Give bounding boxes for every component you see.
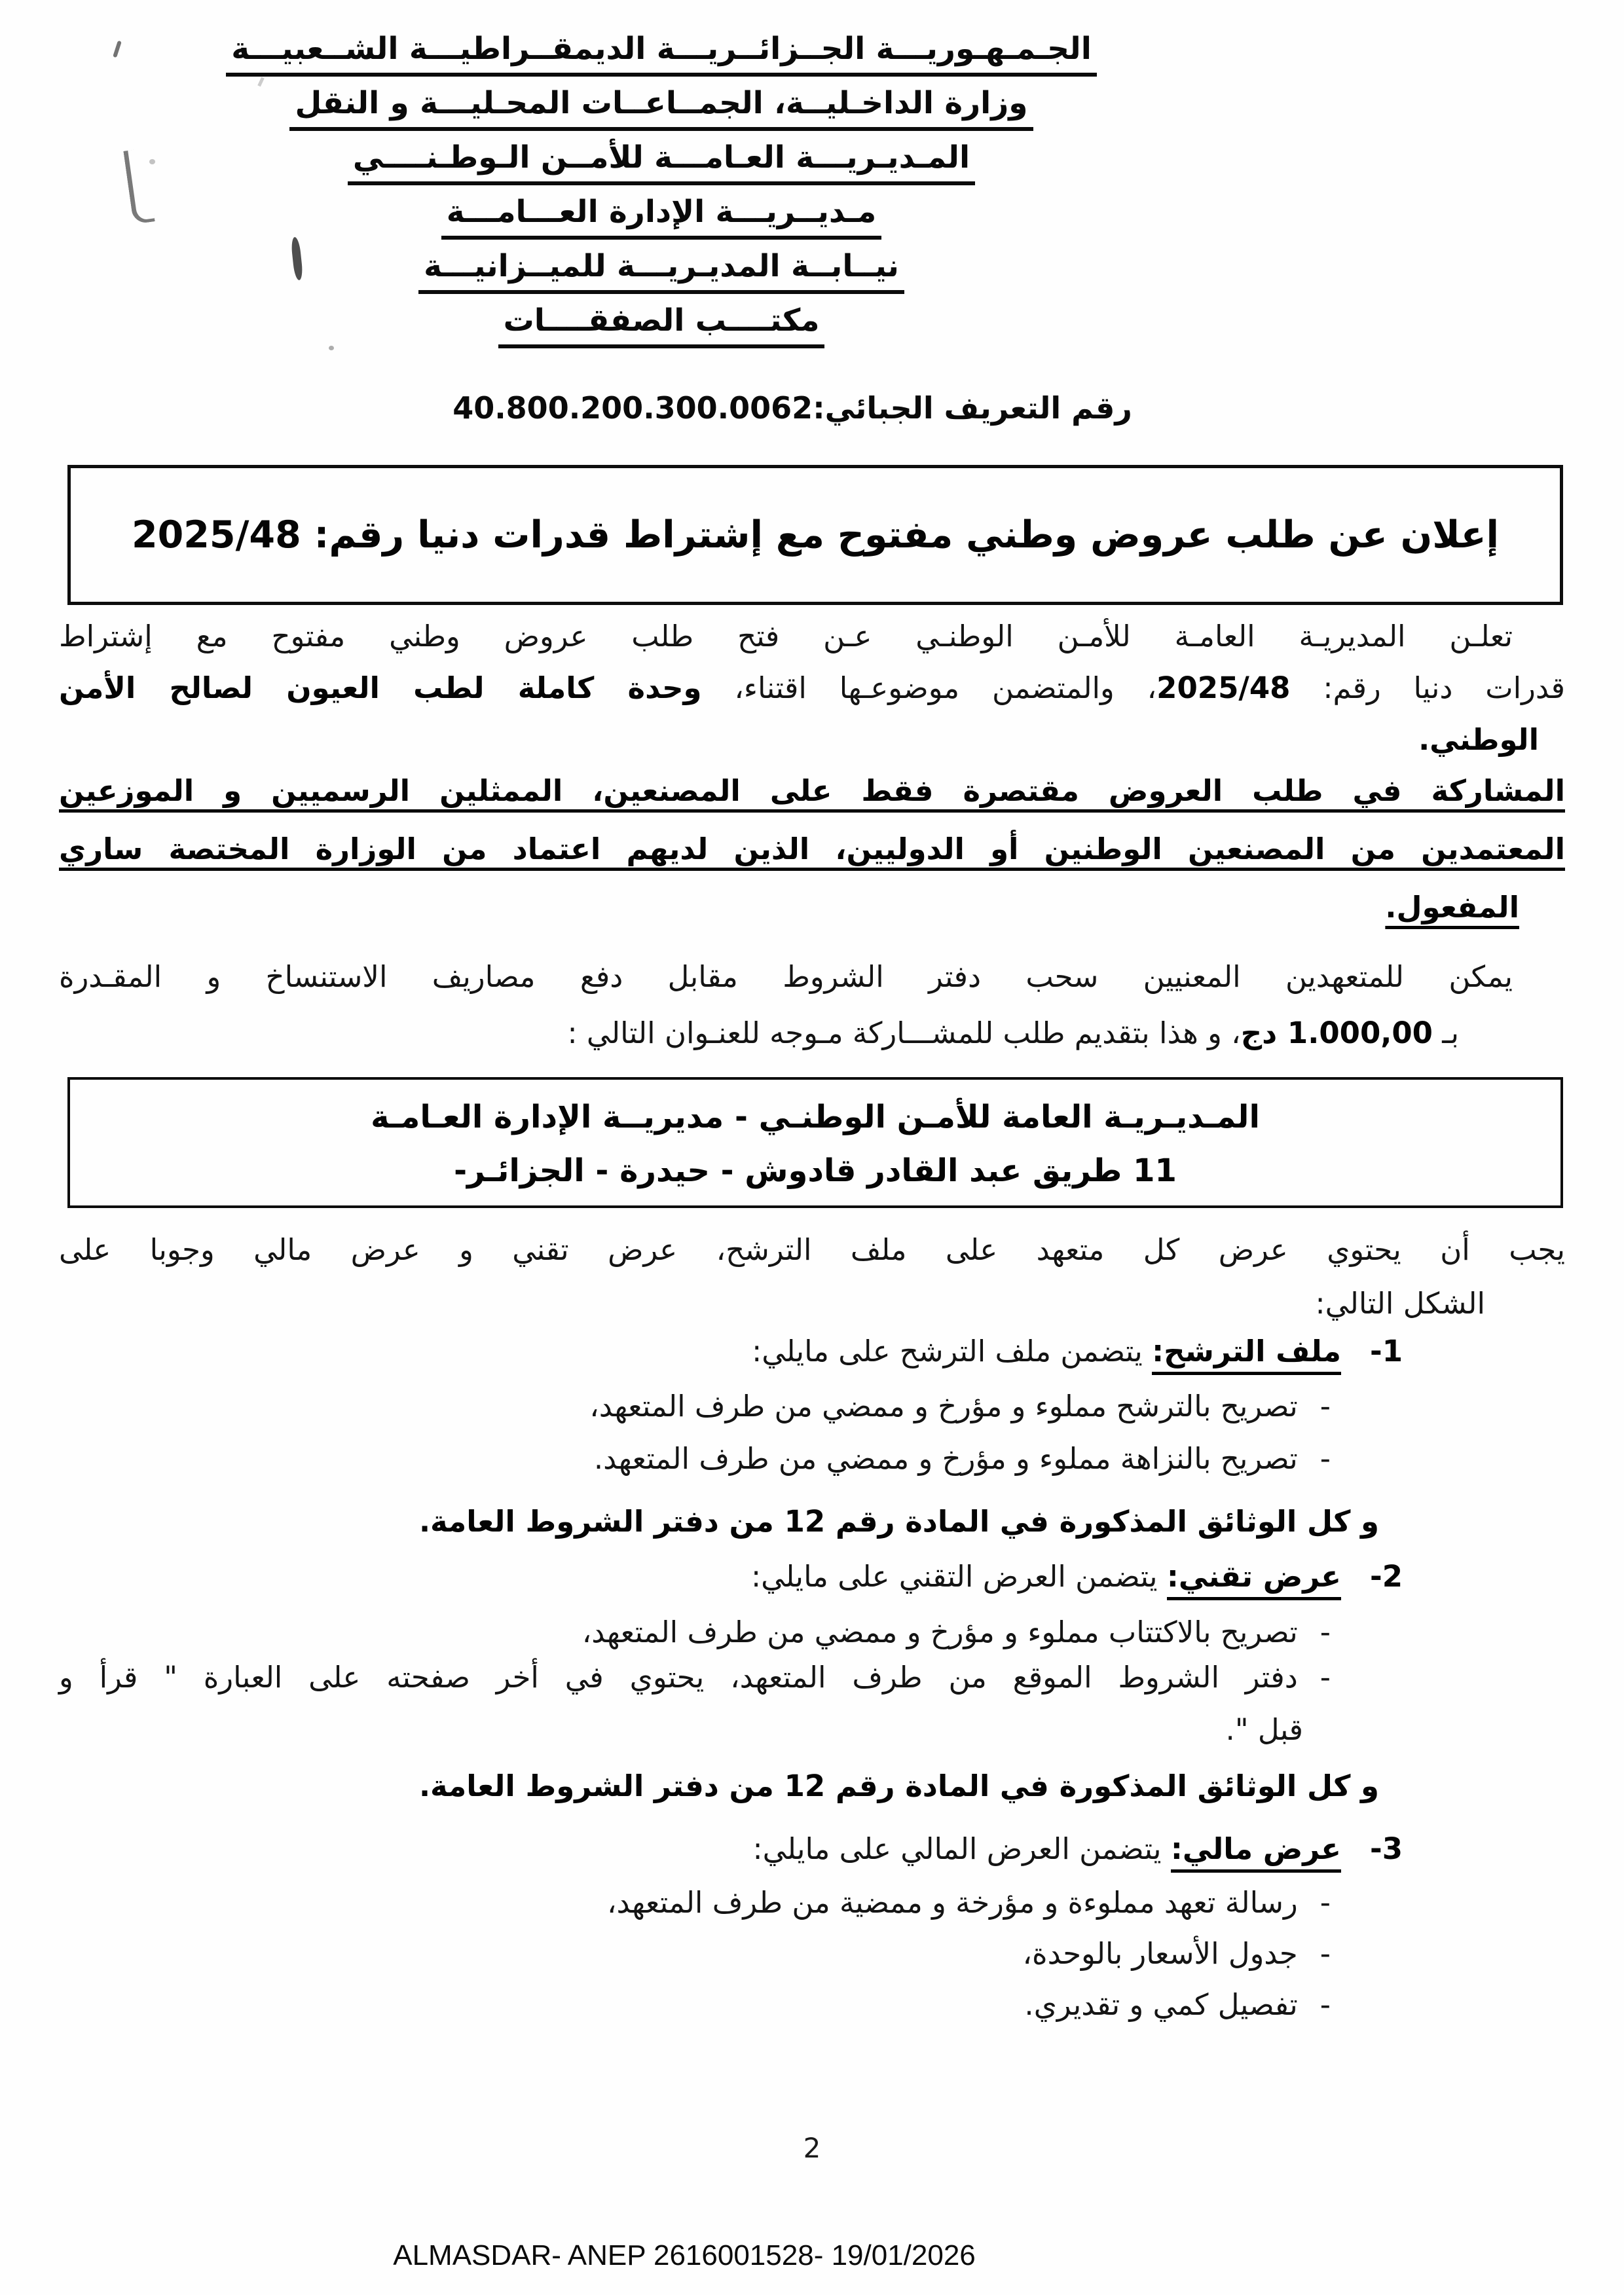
- page-number: 2: [803, 2132, 821, 2164]
- bullet-text: تصريح بالترشح مملوء و مؤرخ و ممضي من طرف المتعهد،: [589, 1389, 1298, 1423]
- administration-directorate: مـديــريـــة الإدارة العـــامـــة: [441, 192, 881, 240]
- letterhead: [39, 29, 1283, 355]
- bullet-text: قبل ".: [1225, 1712, 1303, 1747]
- letterhead-line: [39, 29, 1283, 83]
- bullet-text: تفصيل كمي و تقديري.: [1024, 1987, 1298, 2022]
- bullet-text: تصريح بالنزاهة مملوء و مؤرخ و ممضي من طرف المتعهد.: [593, 1441, 1298, 1476]
- item-title: ملف الترشح:: [1152, 1334, 1341, 1375]
- bullet-text: دفتر الشروط الموقع من طرف المتعهد، يحتوي في أخر صفحته على العبارة " قرأ و: [59, 1660, 1298, 1695]
- article-12-note: و كل الوثائق المذكورة في المادة رقم 12 من دفتر الشروط العامة.: [418, 1504, 1379, 1539]
- letterhead-line: [39, 83, 1283, 138]
- tender-title: إعلان عن طلب عروض وطني مفتوح مع إشتراط قدرات دنيا رقم: 2025/48: [131, 513, 1500, 557]
- address-line-2: 11 طريق عبد القادر قادوش - حيدرة - الجزائـر-: [454, 1152, 1177, 1189]
- paragraph-line: المفعول.: [1385, 890, 1519, 925]
- contracts-office: مكتــــب الصفقــــات: [498, 301, 825, 348]
- list-item: [59, 1434, 1565, 1484]
- item-title: عرض تقني:: [1167, 1559, 1341, 1600]
- ministry-name: وزارة الداخـليــة، الجمــاعــات المحـليـــة و النقل: [289, 83, 1033, 131]
- bullet-dash: -: [1320, 1615, 1331, 1649]
- paragraph-line: المشاركة في طلب العروض مقتصرة فقط على المصنعين، الممثلين الرسميين و الموزعين: [59, 773, 1565, 808]
- offer-structure-paragraph: [59, 1223, 1565, 1331]
- address-line-1: المـديـريـة العامة للأمـن الوطنـي - مديريــة الإدارة العـامـة: [371, 1099, 1260, 1135]
- text-segment: قدرات دنيا رقم:: [1290, 670, 1565, 705]
- letterhead-line: [39, 138, 1283, 192]
- item-intro: يتضمن العرض المالي على مايلي:: [752, 1831, 1171, 1866]
- budget-sub-directorate: نيــابــة المديـريـــة للميــزانيـــة: [418, 246, 904, 294]
- tender-title-box: [67, 465, 1563, 605]
- list-item-1-header: [59, 1327, 1565, 1376]
- bullet-dash: -: [1320, 1936, 1331, 1971]
- list-item: [59, 1980, 1565, 2030]
- tender-subject: وحدة كاملة لطب العيون لصالح الأمن: [59, 670, 702, 705]
- bullet-dash: -: [1320, 1441, 1331, 1476]
- paragraph-line: يمكن للمتعهدين المعنيين سحب دفتر الشروط مقابل دفع مصاريف الاستنساخ و المقـدرة: [59, 959, 1513, 994]
- list-item-2-header: [59, 1552, 1565, 1602]
- paragraph-line: [59, 662, 1565, 714]
- bullet-text: تصريح بالاكتتاب مملوء و مؤرخ و ممضي من طرف المتعهد،: [581, 1615, 1298, 1649]
- letterhead-line: [39, 246, 1283, 301]
- list-item-3-header: [59, 1824, 1565, 1874]
- list-item: [59, 1929, 1565, 1979]
- tax-id-line: رقم التعريف الجبائي:40.800.200.300.0062: [452, 390, 1132, 426]
- letterhead-line: [39, 192, 1283, 246]
- paragraph-line: المعتمدين من المصنعين الوطنين أو الدوليين، الذين لديهم اعتماد من الوزارة المختصة ساري: [59, 832, 1565, 866]
- list-item-continuation: [59, 1705, 1565, 1755]
- republic-name: الجـمـهـوريـــة الجــزائــريـــة الديمقــراطيـــة الشــعبيـــة: [226, 29, 1097, 77]
- withdrawal-paragraph: [59, 949, 1565, 1061]
- tender-number: 2025/48: [1156, 670, 1291, 705]
- text-segment: ، والمتضمن موضوعـها اقتناء،: [701, 670, 1157, 705]
- item-number: 3-: [1370, 1831, 1403, 1866]
- paragraph-line: الشكل التالي:: [1315, 1286, 1485, 1321]
- paragraph-line: تعلـن المديريـة العامـة للأمـن الوطنـي عـن فتح طلب عروض وطني مفتوح مع إشتراط: [59, 619, 1513, 653]
- item-intro: يتضمن العرض التقني على مايلي:: [750, 1559, 1167, 1594]
- bullet-dash: -: [1320, 1389, 1331, 1423]
- list-item: [59, 1878, 1565, 1928]
- bullet-dash: -: [1320, 1885, 1331, 1920]
- item-title: عرض مالي:: [1171, 1831, 1341, 1873]
- eligibility-paragraph: [59, 762, 1565, 936]
- list-item: [59, 1607, 1565, 1657]
- list-item: [59, 1653, 1565, 1702]
- item-intro: يتضمن ملف الترشح على مايلي:: [752, 1334, 1153, 1368]
- anep-footer: ALMASDAR- ANEP 2616001528- 19/01/2026: [393, 2239, 976, 2271]
- item-number: 1-: [1370, 1334, 1403, 1368]
- text-segment: ، و هذا بتقديم طلب للمشـــاركة مـوجه للعنـوان التالي :: [567, 1016, 1241, 1050]
- intro-paragraph: [59, 610, 1565, 765]
- text-segment: بـ: [1432, 1016, 1459, 1050]
- item-number: 2-: [1370, 1559, 1403, 1594]
- directorate-general: المـديـريـــة العـامـــة للأمــن الـوطـنــــي: [348, 138, 975, 185]
- bullet-text: جدول الأسعار بالوحدة،: [1022, 1936, 1298, 1971]
- fee-amount: 1.000,00 دج: [1240, 1016, 1433, 1050]
- address-box: [67, 1077, 1563, 1208]
- bullet-dash: -: [1320, 1660, 1331, 1695]
- article-12-note: و كل الوثائق المذكورة في المادة رقم 12 من دفتر الشروط العامة.: [418, 1769, 1379, 1803]
- bullet-text: رسالة تعهد مملوءة و مؤرخة و ممضية من طرف المتعهد،: [607, 1885, 1298, 1920]
- letterhead-line: [39, 301, 1283, 355]
- list-item: [59, 1382, 1565, 1431]
- paragraph-line: يجب أن يحتوي عرض كل متعهد على ملف الترشح، عرض تقني و عرض مالي وجوبا على: [59, 1232, 1565, 1267]
- paragraph-line: الوطني.: [1418, 722, 1539, 757]
- bullet-dash: -: [1320, 1987, 1331, 2022]
- paragraph-line: [59, 1005, 1565, 1061]
